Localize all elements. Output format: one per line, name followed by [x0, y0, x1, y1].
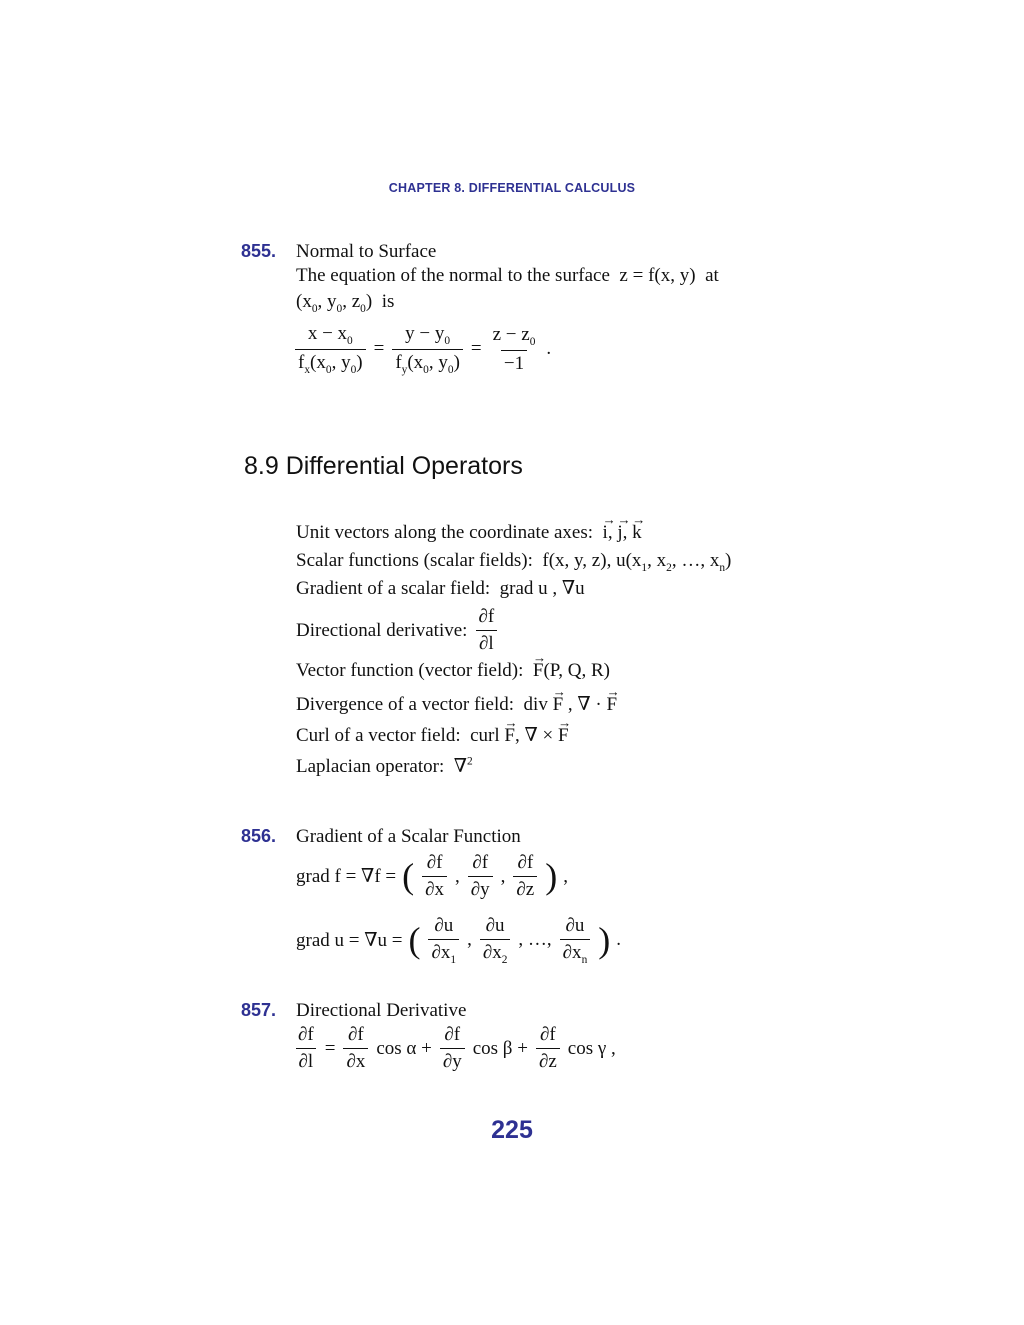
formula-unit-vectors: → i, → j, → k: [598, 522, 642, 543]
text-at: at: [705, 265, 719, 286]
formula-grad-u: grad u = ∇u = ( $\frac{\partial u}{\partial x_1}$ , $\frac{\partial u}{\partial x_2}$ , …, $\frac{\partial u}{\partial x_n}$ ) .: [296, 915, 622, 966]
running-head: CHAPTER 8. DIFFERENTIAL CALCULUS: [388, 181, 636, 195]
def-curl-label: Curl of a vector field:: [296, 725, 461, 746]
def-vector-function: [296, 660, 610, 682]
formula-divergence: div → F , ∇ · → F: [519, 694, 617, 715]
def-directional: [296, 606, 499, 655]
page-number: 225: [491, 1116, 533, 1144]
def-divergence-label: Divergence of a vector field:: [296, 694, 515, 715]
item-title-856: Gradient of a Scalar Function: [296, 826, 521, 847]
def-gradient-label: Gradient of a scalar field:: [296, 578, 491, 599]
formula-scalar-functions: f(x, y, z), $u(x_1$, $x_2$, …, $x_n$): [537, 550, 732, 574]
def-directional-label: Directional derivative:: [296, 619, 468, 641]
formula-vector-function: → F(P, Q, R): [528, 660, 610, 681]
def-gradient: [296, 577, 585, 600]
item-title-855: Normal to Surface: [296, 241, 437, 262]
formula-directional: $\frac{\partial f}{\partial l}$: [475, 606, 497, 655]
formula-directional-derivative: $\frac{\partial f}{\partial l}$ = $\frac{\partial f}{\partial x}$ cos α + $\frac{\partial f}{\partial y}$ cos β + $\frac{\partial f}{\partial z}$ cos γ ,: [293, 1024, 616, 1073]
text-normal-equation: The equation of the normal to the surface: [296, 265, 610, 286]
def-laplacian: [296, 755, 473, 778]
def-unit-vectors-label: Unit vectors along the coordinate axes:: [296, 522, 594, 543]
formula-grad-f: grad f = ∇f = ( $\frac{\partial f}{\partial x}$ , $\frac{\partial f}{\partial y}$ , $\frac{\partial f}{\partial z}$ ) ,: [296, 852, 569, 900]
def-scalar-functions: [296, 550, 731, 574]
text-is: is: [381, 291, 395, 312]
item-number-855: 855.: [241, 241, 277, 261]
item-title-857: Directional Derivative: [296, 1000, 467, 1021]
def-laplacian-label: Laplacian operator:: [296, 756, 445, 777]
def-scalar-functions-label: Scalar functions (scalar fields):: [296, 550, 533, 571]
formula-point: ($x_0$, $y_0$, $z_0$): [296, 291, 377, 315]
item-text-855: [296, 265, 719, 287]
formula-surface: z = f(x, y): [614, 265, 701, 286]
formula-gradient: grad u , ∇u: [494, 578, 585, 599]
formula-normal-line: $\frac{x - x_0}{f_x(x_0, y_0)}$ = $\frac{y - y_0}{f_y(x_0, y_0)}$ = $\frac{z - z_0}{-1}$ .: [293, 323, 551, 376]
def-curl: [296, 724, 569, 747]
def-vector-function-label: Vector function (vector field):: [296, 660, 524, 681]
item-number-857: 857.: [241, 1000, 277, 1020]
section-heading: 8.9 Differential Operators: [244, 452, 523, 480]
def-divergence: [296, 693, 617, 716]
formula-laplacian: ∇$^2$: [448, 755, 473, 777]
item-text-855-point: [296, 291, 394, 315]
def-unit-vectors: [296, 522, 642, 544]
item-number-856: 856.: [241, 826, 277, 846]
formula-curl: curl → F, ∇ × → F: [465, 725, 568, 746]
